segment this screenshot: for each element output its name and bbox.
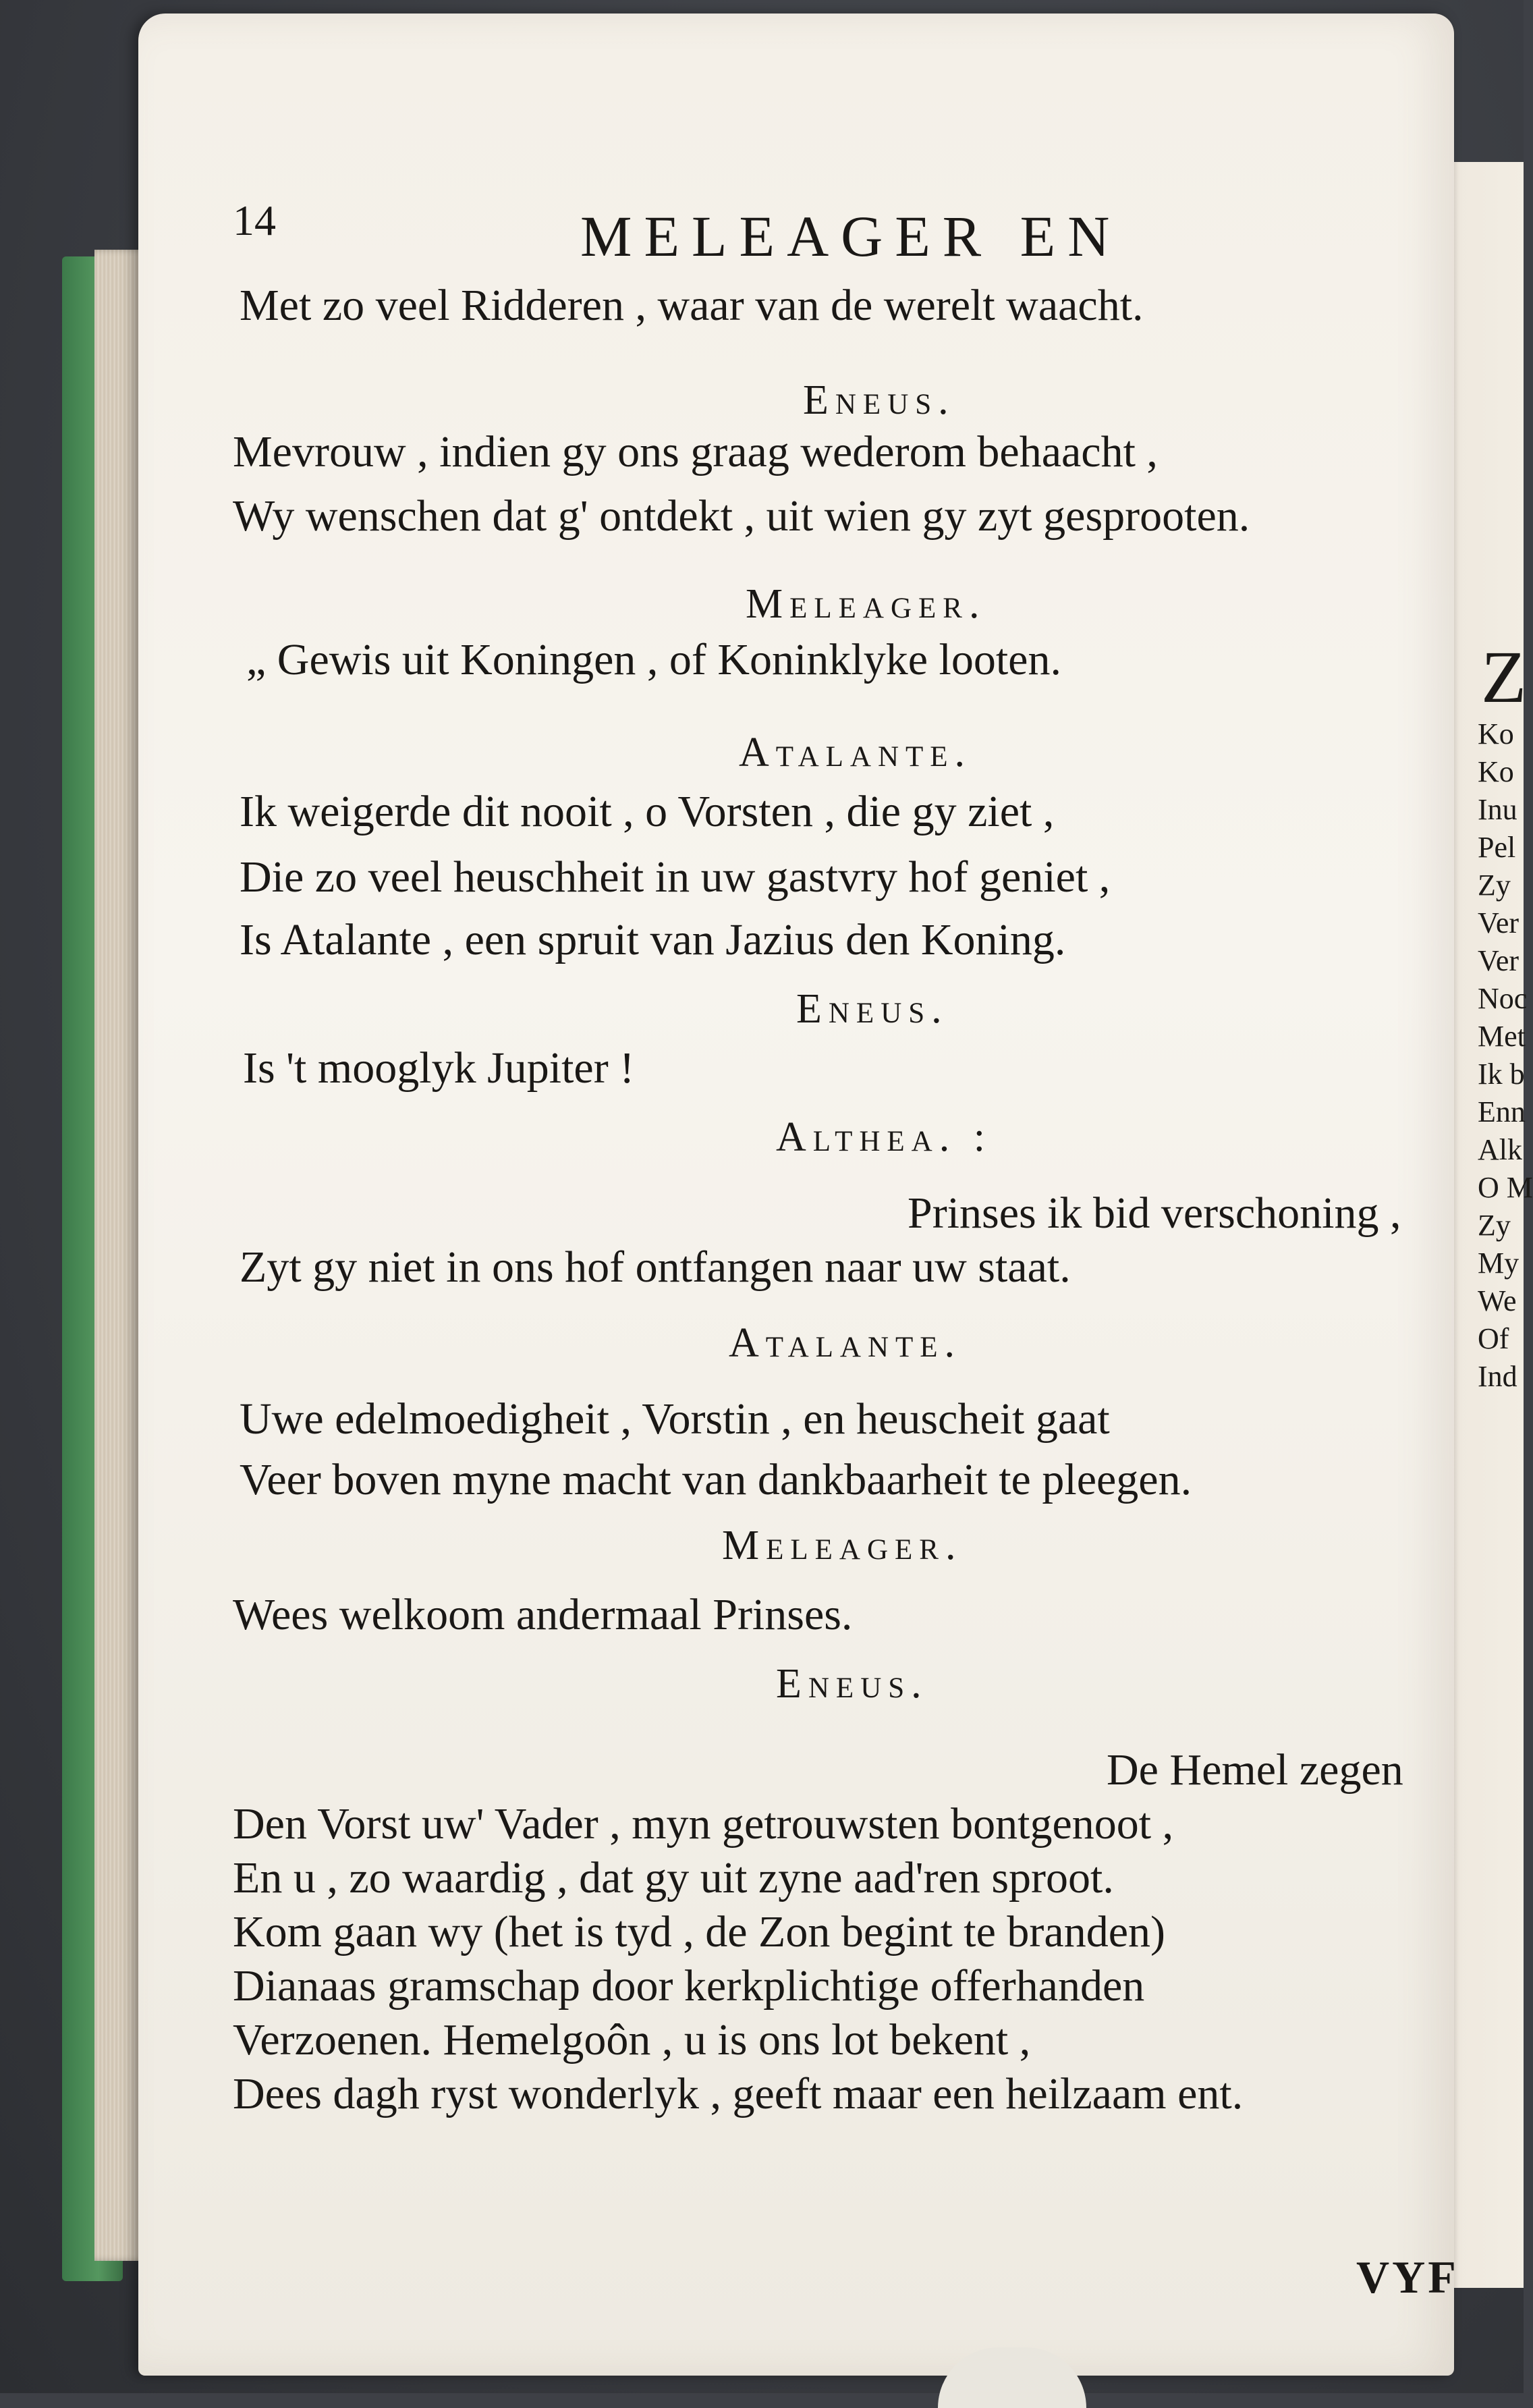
verse-line: En u , zo waardig , dat gy uit zyne aad'ren sproot. [233, 1853, 1114, 1903]
facing-page-line: Ver [1478, 906, 1520, 939]
verse-line: Is 't mooglyk Jupiter ! [243, 1043, 635, 1093]
facing-page-line: Met [1478, 1020, 1526, 1053]
verse-line: Veer boven myne macht van dankbaarheit te pleegen. [240, 1455, 1192, 1504]
verse-line: Mevrouw , indien gy ons graag wederom behaacht , [233, 427, 1158, 476]
speaker-name: Eneus. [803, 377, 955, 423]
facing-page-line: Enn [1478, 1095, 1526, 1128]
verse-line: Wy wenschen dat g' ontdekt , uit wien gy zyt gesprooten. [233, 491, 1250, 541]
verse-line: Met zo veel Ridderen , waar van de werelt waacht. [240, 281, 1144, 330]
facing-page-line: Of [1478, 1322, 1509, 1355]
speaker-name: Althea. : [776, 1114, 992, 1160]
speaker-name: Eneus. [776, 1661, 928, 1707]
facing-page-line: Alk [1478, 1133, 1522, 1166]
catchword: VYF [1356, 2251, 1459, 2303]
facing-page-line: O M [1478, 1171, 1533, 1204]
facing-page-line: Pel [1478, 831, 1516, 864]
facing-page-initial: Z [1481, 636, 1527, 718]
verse-line: Dees dagh ryst wonderlyk , geeft maar een heilzaam ent. [233, 2069, 1244, 2118]
verse-line: Wees welkoom andermaal Prinses. [233, 1590, 853, 1639]
facing-page-line: Ind [1478, 1360, 1517, 1393]
verse-line: Zyt gy niet in ons hof ontfangen naar uw staat. [240, 1242, 1071, 1292]
verse-line: „ Gewis uit Koningen , of Koninklyke looten. [246, 635, 1061, 684]
facing-page-line: Zy [1478, 1209, 1511, 1242]
verse-line: Uwe edelmoedigheit , Vorstin , en heuscheit gaat [240, 1394, 1110, 1444]
verse-line: De Hemel zegen [1107, 1745, 1403, 1795]
speaker-name: Meleager. [722, 1523, 963, 1568]
facing-page-line: Inu [1478, 793, 1517, 826]
verse-line: Prinses ik bid verschoning , [908, 1188, 1401, 1238]
facing-page-line: Ko [1478, 717, 1514, 750]
speaker-name: Eneus. [796, 986, 949, 1032]
facing-page-line: Ver [1478, 944, 1520, 977]
facing-page-line: We [1478, 1284, 1517, 1317]
verse-line: Die zo veel heuschheit in uw gastvry hof geniet , [240, 852, 1111, 902]
verse-line: Dianaas gramschap door kerkplichtige offerhanden [233, 1961, 1145, 2010]
verse-line: Den Vorst uw' Vader , myn getrouwsten bontgenoot , [233, 1799, 1174, 1849]
facing-page-line: Noc [1478, 982, 1528, 1015]
verse-line: Ik weigerde dit nooit , o Vorsten , die gy ziet , [240, 787, 1055, 836]
page-number: 14 [233, 196, 276, 244]
running-head: MELEAGER EN [580, 204, 1122, 269]
verse-line: Is Atalante , een spruit van Jazius den Koning. [240, 915, 1066, 964]
facing-page-line: My [1478, 1247, 1520, 1280]
verse-line: Verzoenen. Hemelgoôn , u is ons lot bekent , [233, 2015, 1031, 2064]
verse-line: Kom gaan wy (het is tyd , de Zon begint te branden) [233, 1907, 1165, 1956]
facing-page-line: Zy [1478, 869, 1511, 902]
facing-page-line: Ko [1478, 755, 1514, 788]
facing-page-line: Ik b [1478, 1058, 1525, 1091]
speaker-name: Atalante. [739, 730, 972, 775]
speaker-name: Atalante. [729, 1320, 962, 1366]
speaker-name: Meleager. [746, 581, 986, 627]
